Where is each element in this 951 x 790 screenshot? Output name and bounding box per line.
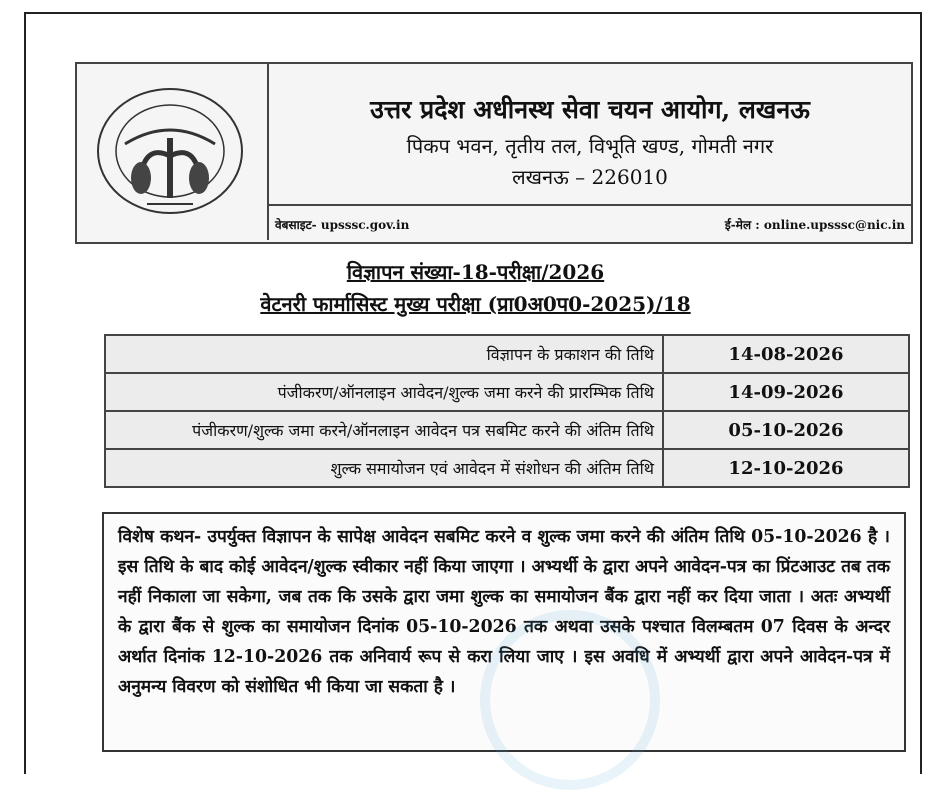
org-address: पिकप भवन, तृतीय तल, विभूति खण्ड, गोमती नगर <box>406 134 774 158</box>
org-name: उत्तर प्रदेश अधीनस्थ सेवा चयन आयोग, लखनऊ <box>370 95 810 124</box>
advertisement-number: विज्ञापन संख्या-18-परीक्षा/2026 <box>346 260 605 284</box>
date-label: शुल्क समायोजन एवं आवेदन में संशोधन की अंतिम तिथि <box>105 449 663 487</box>
date-label: पंजीकरण/ऑनलाइन आवेदन/शुल्क जमा करने की प्रारम्भिक तिथि <box>105 373 663 411</box>
exam-name: वेटनरी फार्मासिस्ट मुख्य परीक्षा (प्रा0अ0प0-2025)/18 <box>260 292 691 316</box>
up-government-seal-icon <box>95 86 245 216</box>
logo-cell <box>77 64 269 240</box>
dates-table <box>104 334 910 488</box>
date-value: 05-10-2026 <box>663 411 909 449</box>
website-text[interactable]: वेबसाइट- upsssc.gov.in <box>275 218 410 232</box>
contact-row <box>269 204 911 242</box>
date-value: 12-10-2026 <box>663 449 909 487</box>
table-row <box>105 373 909 411</box>
table-row <box>105 449 909 487</box>
special-note: विशेष कथन- उपर्युक्त विज्ञापन के सापेक्ष आवेदन सबमिट करने व शुल्क जमा करने की अंतिम तिथि 05-10-2026 है । इस तिथि के बाद कोई आवेदन/शुल्क स्वीकार नहीं किया जाएगा । अभ्यर्थी के द्वारा अपने आवेदन-पत्र का प्रिंटआउट तब तक नहीं निकाला जा सकेगा, जब तक कि उसके द्वारा जमा शुल्क का समायोजन बैंक द्वारा नहीं कर दिया जाता । अतः अभ्यर्थी के द्वारा बैंक से शुल्क का समायोजन दिनांक 05-10-2026 तक अथवा उसके पश्चात विलम्बतम 07 दिवस के अन्दर अर्थात दिनांक 12-10-2026 तक अनिवार्य रूप से करा लिया जाए । इस अवधि में अभ्यर्थी द्वारा अपने आवेदन-पत्र में अनुमन्य विवरण को संशोधित भी किया जा सकता है । <box>102 512 906 752</box>
table-row <box>105 411 909 449</box>
date-label: पंजीकरण/शुल्क जमा करने/ऑनलाइन आवेदन पत्र सबमिट करने की अंतिम तिथि <box>105 411 663 449</box>
date-label: विज्ञापन के प्रकाशन की तिथि <box>105 335 663 373</box>
watermark <box>480 610 660 790</box>
email-text[interactable]: ई-मेल : online.upsssc@nic.in <box>724 218 905 232</box>
org-city: लखनऊ – 226010 <box>512 165 668 189</box>
date-value: 14-09-2026 <box>663 373 909 411</box>
date-value: 14-08-2026 <box>663 335 909 373</box>
letterhead <box>75 62 913 244</box>
header-text <box>269 64 911 202</box>
table-row <box>105 335 909 373</box>
